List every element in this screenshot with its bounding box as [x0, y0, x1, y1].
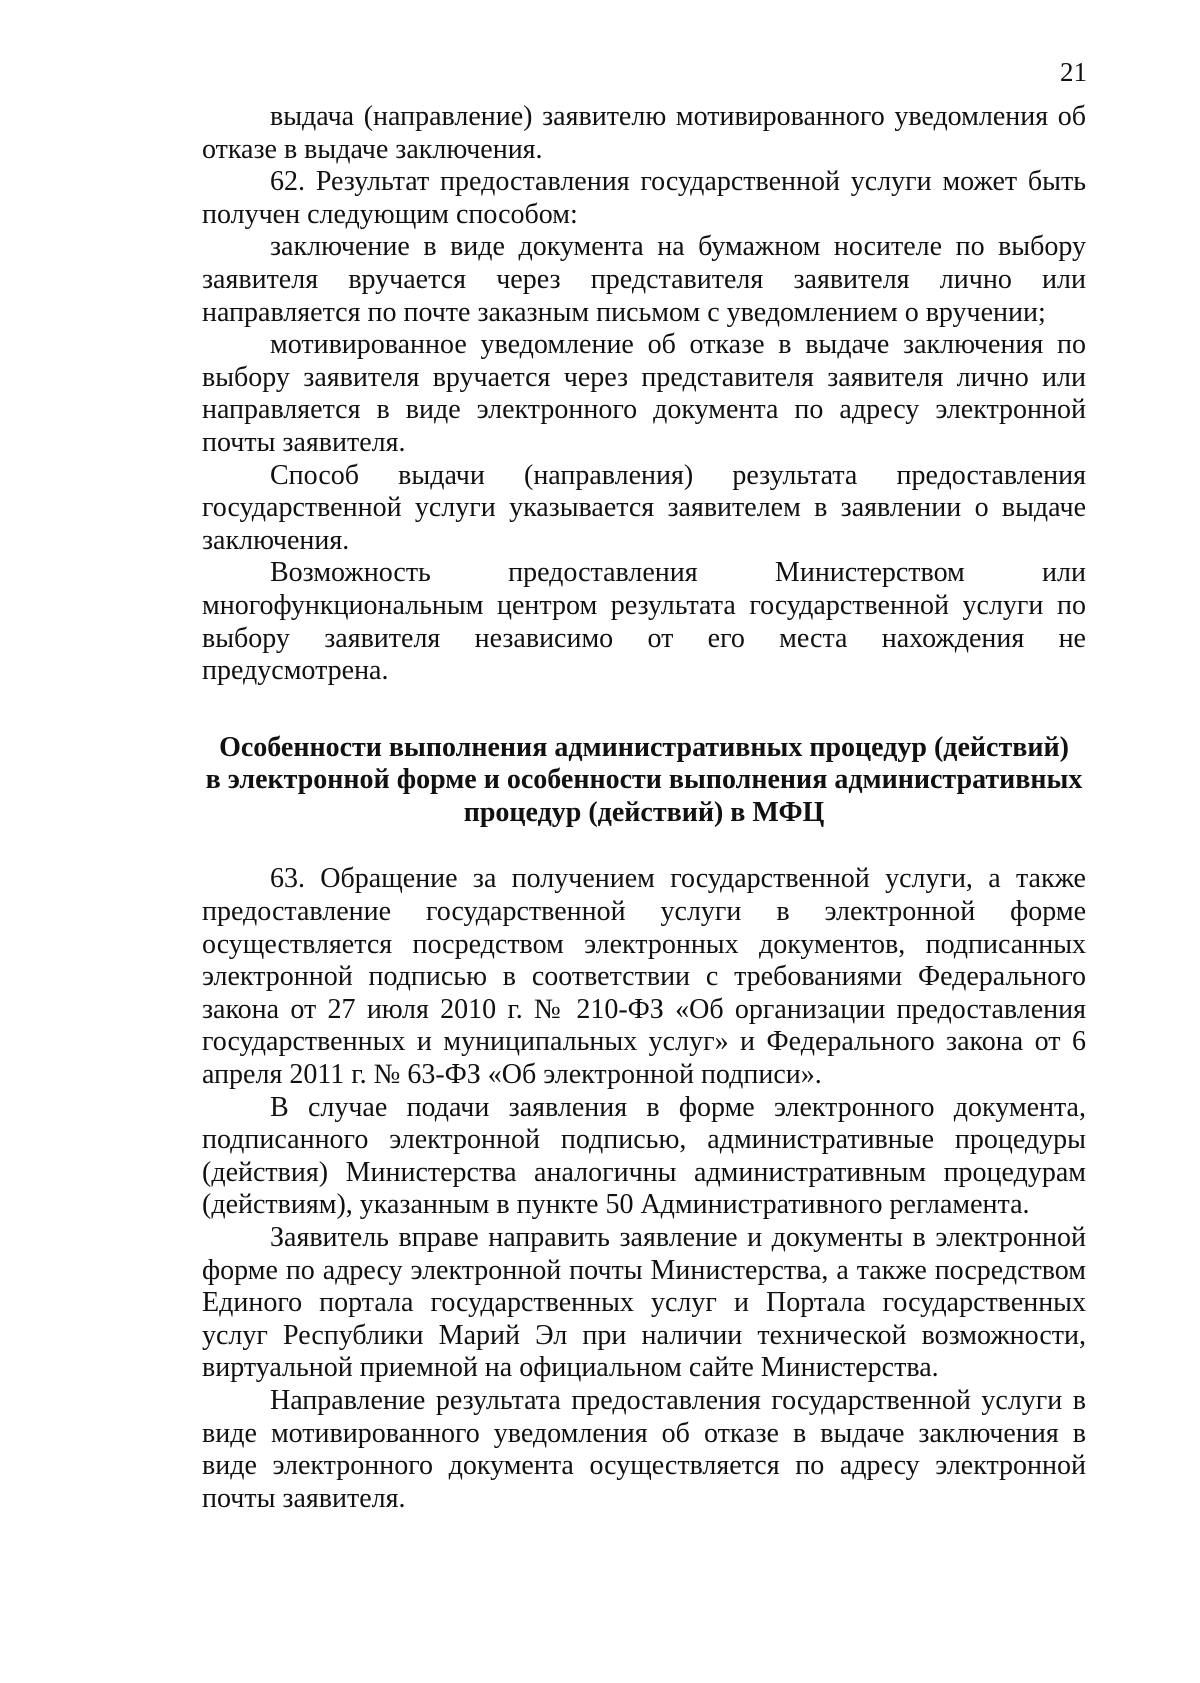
paragraph-63: 63. Обращение за получением государственной услуги, а также предоставление государственной услуги в электронной форме осуществляется посредством электронных документов, подписанных электронной подписью в соответствии с требованиями Федерального закона от 27 июля 2010 г. № 210-ФЗ «Об организации предоставления государственных и муниципальных услуг» и Федерального закона от 6 апреля 2011 г. № 63-ФЗ «Об электронной подписи».	[202, 863, 1086, 1091]
page-number: 21	[1060, 57, 1087, 87]
section-result-delivery	[202, 101, 1086, 688]
paragraph-delivery-method: Способ выдачи (направления) результата предоставления государственной услуги указывается заявителем в заявлении о выдаче заключения.	[202, 459, 1086, 556]
section-electronic-procedures	[202, 863, 1086, 1515]
paragraph-result-email: Направление результата предоставления государственной услуги в виде мотивированного уведомления об отказе в выдаче заключения в виде электронного документа осуществляется по адресу электронной почты заявителя.	[202, 1384, 1086, 1514]
paragraph-62: 62. Результат предоставления государственной услуги может быть получен следующим способом:	[202, 166, 1086, 230]
paragraph-continuation: выдача (направление) заявителю мотивированного уведомления об отказе в выдаче заключения.	[202, 101, 1086, 165]
paragraph-electronic-application: В случае подачи заявления в форме электронного документа, подписанного электронной подписью, административные процедуры (действия) Министерства аналогичны административным процедурам (действиям), указанным в пункте 50 Административного регламента.	[202, 1091, 1086, 1221]
heading-line-1: Особенности выполнения административных процедур (действий)	[219, 731, 1069, 763]
paragraph-refusal-notice: мотивированное уведомление об отказе в выдаче заключения по выбору заявителя вручается через представителя заявителя лично или направляется в виде электронного документа по адресу электронной почты заявителя.	[202, 329, 1086, 458]
page-content	[202, 101, 1086, 1515]
paragraph-applicant-rights: Заявитель вправе направить заявление и документы в электронной форме по адресу электронной почты Министерства, а также посредством Единого портала государственных услуг и Портала государственных услуг Республики Марий Эл при наличии технической возможности, виртуальной приемной на официальном сайте Министерства.	[202, 1222, 1086, 1384]
section-heading	[202, 732, 1086, 830]
paragraph-location-independence: Возможность предоставления Министерством или многофункциональным центром результата государственной услуги по выбору заявителя независимо от его места нахождения не предусмотрена.	[202, 557, 1086, 687]
paragraph-paper-document: заключение в виде документа на бумажном носителе по выбору заявителя вручается через представителя заявителя лично или направляется по почте заказным письмом с уведомлением о вручении;	[202, 231, 1086, 328]
heading-line-2: в электронной форме и особенности выполнения административных	[205, 764, 1083, 796]
heading-line-3: процедур (действий) в МФЦ	[463, 796, 825, 828]
